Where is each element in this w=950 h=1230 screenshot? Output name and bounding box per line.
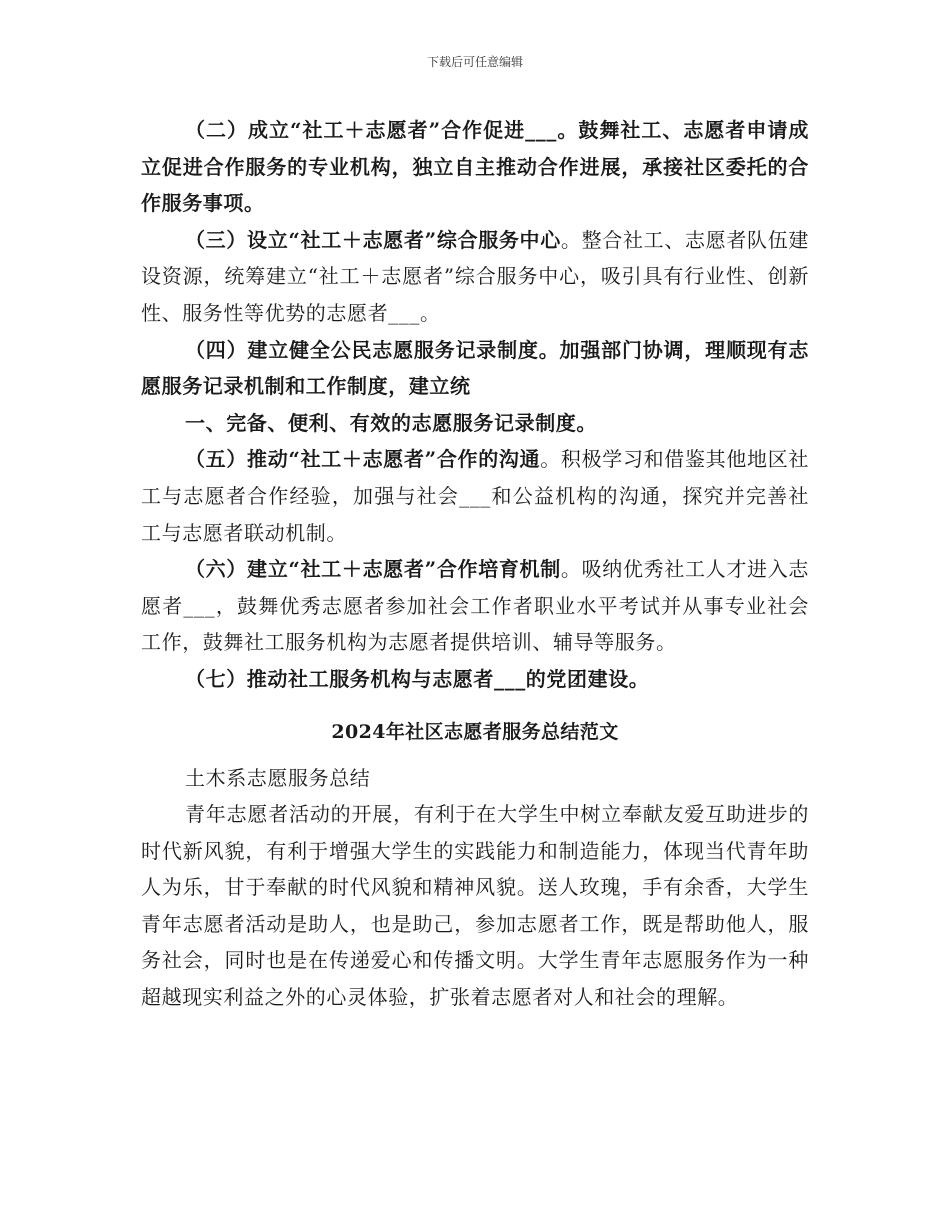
paragraph-3-heading: （三）设立“社工＋志愿者”综合服务中心 xyxy=(185,227,561,252)
paragraph-3-text: 。整合社工、志愿者队伍建设资源，统筹建立“社工＋志愿者”综合服务中心，吸引具有行业性、创新性、服务性等优势的志愿者___。 xyxy=(141,227,809,325)
paragraph-7: （七）推动社工服务机构与志愿者___的党团建设。 xyxy=(185,666,650,691)
section-body: 青年志愿者活动的开展，有利于在大学生中树立奉献友爱互助进步的时代新风貌，有利于增强大学生的实践能力和制造能力，体现当代青年助人为乐，甘于奉献的时代风貌和精神风貌。送人玫瑰，手有余香，大学生青年志愿者活动是助人，也是助己，参加志愿者工作，既是帮助他人，服务社会，同时也是在传递爱心和传播文明。大学生青年志愿服务作为一种超越现实利益之外的心灵体验，扩张着志愿者对人和社会的理解。 xyxy=(141,802,809,1010)
page-header: 下载后可任意编辑 xyxy=(426,55,523,69)
paragraph-6-text: 。吸纳优秀社工人才进入志愿者___，鼓舞优秀志愿者参加社会工作者职业水平考试并从事专业社会工作，鼓舞社工服务机构为志愿者提供培训、辅导等服务。 xyxy=(141,557,809,655)
paragraph-5-text: 。积极学习和借鉴其他地区社工与志愿者合作经验，加强与社会___和公益机构的沟通，探究并完善社工与志愿者联动机制。 xyxy=(141,447,809,545)
section-subtitle: 土木系志愿服务总结 xyxy=(185,765,371,790)
document-body xyxy=(141,112,809,1016)
paragraph-2: （二）成立“社工＋志愿者”合作促进___。鼓舞社工、志愿者申请成立促进合作服务的专业机构，独立自主推动合作进展，承接社区委托的合作服务事项。 xyxy=(141,118,809,216)
paragraph-4: （四）建立健全公民志愿服务记录制度。加强部门协调，理顺现有志愿服务记录机制和工作制度，建立统 xyxy=(141,337,809,399)
paragraph-4-continued: 一、完备、便利、有效的志愿服务记录制度。 xyxy=(185,410,597,435)
paragraph-5 xyxy=(141,441,809,551)
paragraph-3 xyxy=(141,222,809,332)
paragraph-6-heading: （六）建立“社工＋志愿者”合作培育机制 xyxy=(185,557,561,582)
paragraph-6 xyxy=(141,551,809,661)
paragraph-5-heading: （五）推动“社工＋志愿者”合作的沟通 xyxy=(185,447,541,472)
section-title: 2024年社区志愿者服务总结范文 xyxy=(331,720,619,743)
